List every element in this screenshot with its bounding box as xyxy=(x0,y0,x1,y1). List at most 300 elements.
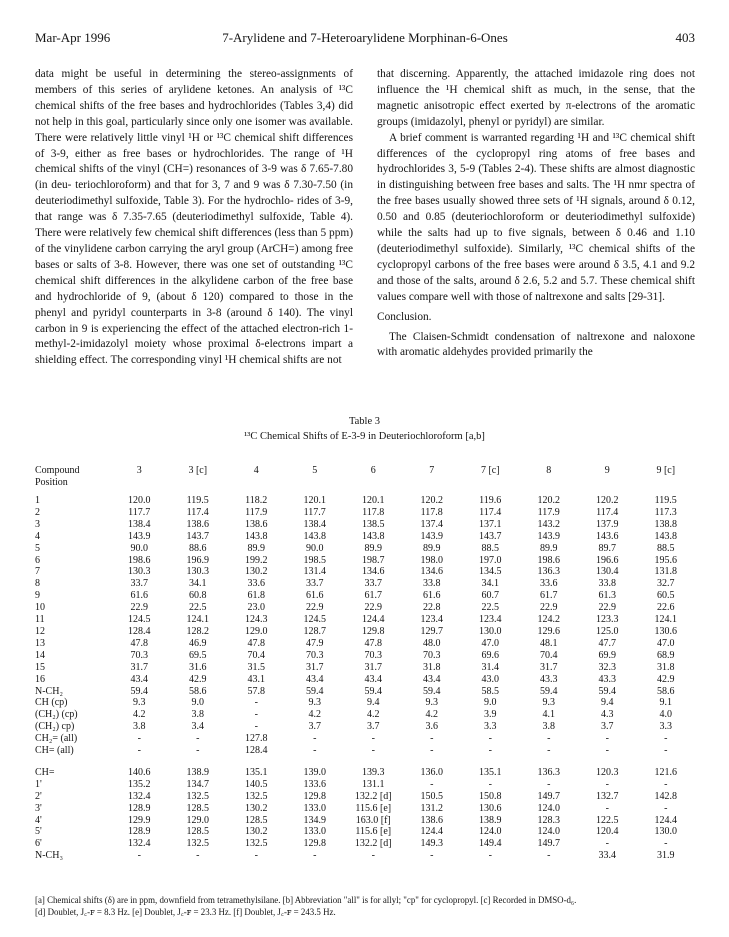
table-cell: - xyxy=(605,802,609,814)
table-cell: 69.9 xyxy=(598,649,616,661)
table-row xyxy=(35,850,695,862)
table-cell: - xyxy=(254,697,258,709)
table-cell: - xyxy=(605,745,609,757)
row-label: N-CH₂ xyxy=(35,685,63,697)
table-cell: 143.8 xyxy=(362,530,385,542)
table-row xyxy=(35,826,695,838)
table-cell: 59.4 xyxy=(423,685,441,697)
table-cell: - xyxy=(547,778,551,790)
table-body xyxy=(35,495,695,862)
table-cell: 48.1 xyxy=(540,637,558,649)
table-cell: 70.3 xyxy=(306,649,324,661)
table-cell: 132.5 xyxy=(186,838,209,850)
table-cell: 47.7 xyxy=(598,637,616,649)
table-cell: 120.2 xyxy=(420,495,443,506)
table-cell: - xyxy=(254,850,258,862)
table-cell: 130.3 xyxy=(186,566,209,578)
table-cell: - xyxy=(488,745,492,757)
table-cell: 143.2 xyxy=(537,518,560,530)
table-cell: - xyxy=(313,850,317,862)
table-cell: 3.3 xyxy=(659,721,672,733)
table-cell: 115.6 [e] xyxy=(355,826,392,838)
table-cell: 43.1 xyxy=(247,673,265,685)
table-cell: 88.5 xyxy=(657,542,675,554)
table-row xyxy=(35,767,695,779)
table-cell: 138.4 xyxy=(128,518,151,530)
table-cell: 130.0 xyxy=(479,625,502,637)
table-cell: - xyxy=(313,745,317,757)
table-cell: 9.4 xyxy=(367,697,380,709)
row-label: 8 xyxy=(35,578,40,590)
table-cell: 4.3 xyxy=(601,709,614,721)
table-row xyxy=(35,686,695,698)
table-row xyxy=(35,614,695,626)
table-cell: 120.2 xyxy=(537,495,560,506)
table-cell: 134.9 xyxy=(303,814,326,826)
left-column xyxy=(35,67,353,369)
table-cell: 22.9 xyxy=(364,602,382,614)
table-cell: - xyxy=(196,850,200,862)
table-cell: 130.6 xyxy=(654,625,677,637)
table-row xyxy=(35,566,695,578)
row-label: 16 xyxy=(35,673,45,685)
table-cell: 138.6 xyxy=(420,814,443,826)
table-cell: 22.9 xyxy=(540,602,558,614)
row-label: CH= xyxy=(35,766,55,778)
table-cell: 124.0 xyxy=(537,826,560,838)
row-label: (CH₂) cp) xyxy=(35,721,75,733)
table-cell: 42.9 xyxy=(189,673,207,685)
table-cell: - xyxy=(664,733,668,745)
table-cell: 131.8 xyxy=(654,566,677,578)
table-row xyxy=(35,531,695,543)
row-label: (CH₂) (cp) xyxy=(35,709,78,721)
table-cell: 34.1 xyxy=(189,578,207,590)
table-cell: - xyxy=(547,850,551,862)
row-label: 3' xyxy=(35,802,42,814)
table-cell: 135.1 xyxy=(245,766,268,778)
row-label: 2 xyxy=(35,506,40,518)
table-cell: 61.7 xyxy=(540,590,558,602)
table-row xyxy=(35,555,695,567)
table-cell: 131.4 xyxy=(303,566,326,578)
table-row xyxy=(35,626,695,638)
table-cell: 117.4 xyxy=(596,506,619,518)
table-cell: 120.1 xyxy=(303,495,326,506)
table-cell: 120.1 xyxy=(362,495,385,506)
issue-date: Mar-Apr 1996 xyxy=(35,30,111,45)
table-cell: 132.4 xyxy=(128,838,151,850)
row-label: 6' xyxy=(35,838,42,850)
table-cell: - xyxy=(371,850,375,862)
table-cell: 128.5 xyxy=(186,826,209,838)
table-cell: 129.9 xyxy=(128,814,151,826)
table-cell: 128.2 xyxy=(186,625,209,637)
table-cell: 43.3 xyxy=(540,673,558,685)
table-row xyxy=(35,578,695,590)
table-cell: - xyxy=(430,733,434,745)
column-header-compound: 3 xyxy=(136,465,142,476)
table-cell: 22.9 xyxy=(306,602,324,614)
table-row xyxy=(35,745,695,757)
table-row xyxy=(35,662,695,674)
table-cell: 59.4 xyxy=(130,685,148,697)
left-paragraph: data might be useful in determining the stereo-assignments of members of this series of arylidene ketones. An analysis of ¹³C chemical shifts of the free bases and hydrochlorides (Tables 3,4) did not help in this goal, particularly since only one isomer was available. There were relatively little vinyl ¹H or ¹³C chemical shift differences of 3-9, either as free bases or hydrochlorides. The range of ¹H chemical shifts of the vinyl (CH=) resonances of 3-9 was δ 7.65-7.80 (in deu- teriochloroform) and that for 3, 7 and 9 was δ 7.30-7.50 (in deuteriodimethyl sulfoxide, Table 3). For the hydrochlo- rides of 3-9, that range was δ 7.35-7.65 (deuteriodimethyl sulfoxide, Table 4). There were relatively few chemical shift differences (less than 5 ppm) of the vinylidene carbon carrying the aryl group (ArCH=) among free bases or salts of 3-8. However, there was one set of outstanding ¹³C chemical shift differences in the alkylidene carbon of the free base and hydrochloride of 9, (about δ 120) compared to those in the phenyl and pyridyl counterparts in 3-8 (around δ 140). The vinyl carbon in 9 is experiencing the effect of the attached electron-rich 1-methyl-2-imidazolyl moiety whose proximal δ-electrons impart a shielding effect. The corresponding vinyl ¹H chemical shifts are not xyxy=(35,68,353,367)
table-cell: 125.0 xyxy=(596,625,619,637)
table-cell: 196.6 xyxy=(596,554,619,566)
table-cell: - xyxy=(137,850,141,862)
table-cell: - xyxy=(430,850,434,862)
table-cell: 70.3 xyxy=(364,649,382,661)
table-cell: 119.5 xyxy=(654,495,677,506)
footnote-line-1: [a] Chemical shifts (δ) are in ppm, downfield from tetramethylsilane. [b] Abbreviation "all" is for allyl; "cp" for cyclopropyl. [c] Recorded in DMSO-d₆. xyxy=(35,895,577,905)
table-row xyxy=(35,650,695,662)
table-cell: 124.1 xyxy=(654,614,677,626)
chemical-shift-table xyxy=(35,465,695,862)
table-cell: 138.4 xyxy=(303,518,326,530)
table-cell: 33.7 xyxy=(364,578,382,590)
row-label: 15 xyxy=(35,661,45,673)
body-text xyxy=(35,67,695,385)
table-cell: 61.3 xyxy=(598,590,616,602)
table-cell: 3.7 xyxy=(367,721,380,733)
table-cell: 128.5 xyxy=(186,802,209,814)
table-cell: 31.9 xyxy=(657,850,675,862)
table-cell: - xyxy=(488,850,492,862)
table-cell: 124.3 xyxy=(245,614,268,626)
table-cell: 9.4 xyxy=(601,697,614,709)
table-cell: 59.4 xyxy=(540,685,558,697)
table-cell: 143.8 xyxy=(303,530,326,542)
table-cell: 32.3 xyxy=(598,661,616,673)
table-cell: 120.3 xyxy=(596,766,619,778)
table-cell: 117.7 xyxy=(303,506,326,518)
table-cell: 135.2 xyxy=(128,778,151,790)
table-cell: 31.7 xyxy=(306,661,324,673)
table-cell: 143.7 xyxy=(479,530,502,542)
column-header-compound: 5 xyxy=(312,465,318,476)
table-cell: - xyxy=(196,733,200,745)
table-cell: 138.6 xyxy=(245,518,268,530)
table-cell: 127.8 xyxy=(245,733,268,745)
table-cell: 130.4 xyxy=(596,566,619,578)
table-cell: 132.5 xyxy=(186,790,209,802)
table-row xyxy=(35,519,695,531)
table-cell: - xyxy=(254,709,258,721)
right-paragraph-2: A brief comment is warranted regarding ¹H and ¹³C chemical shift differences of the cyclopropyl ring atoms of free bases and hydrochlorides 3, 5-9 (Tables 2-4). These shifts are almost diagnostic in distinguishing between free bases and salts. The ¹H nmr spectra of the free bases usually showed three sets of ¹H signals, around δ 0.12, 0.50 and 0.85 (deuteriochloroform or deuteriodimethyl sulfoxide) while the salts had up to five signals, between δ 0.46 and 1.10 (deuteriodimethyl sulfoxide). Similarly, ¹³C chemical shifts of the cyclopropyl carbons of the free bases were around δ 3.5, 4.1 and 9.2 and those of the salts, around δ 2.6, 5.2 and 5.7. These chemical shift values compare well with those of naltrexone and salts [29-31]. xyxy=(377,131,695,303)
row-label: 1 xyxy=(35,495,40,506)
table-cell: 61.8 xyxy=(247,590,265,602)
table-cell: 117.8 xyxy=(420,506,443,518)
table-cell: 3.3 xyxy=(484,721,497,733)
table-cell: 48.0 xyxy=(423,637,441,649)
row-label: 4' xyxy=(35,814,42,826)
table-cell: - xyxy=(137,745,141,757)
row-label: 14 xyxy=(35,649,45,661)
table-row xyxy=(35,638,695,650)
table-cell: 124.1 xyxy=(186,614,209,626)
table-cell: 137.1 xyxy=(479,518,502,530)
table-cell: 128.5 xyxy=(245,814,268,826)
table-cell: 88.6 xyxy=(189,542,207,554)
table-cell: 89.9 xyxy=(540,542,558,554)
table-cell: 120.2 xyxy=(596,495,619,506)
table-caption: ¹³C Chemical Shifts of E-3-9 in Deuteriochloroform [a,b] xyxy=(244,431,485,442)
table-cell: 32.7 xyxy=(657,578,675,590)
table-cell: 128.9 xyxy=(128,826,151,838)
table-cell: 3.7 xyxy=(308,721,321,733)
column-header-position: Compound Position xyxy=(35,465,80,488)
table-row xyxy=(35,674,695,686)
table-cell: 198.0 xyxy=(420,554,443,566)
table-cell: 129.0 xyxy=(245,625,268,637)
table-cell: 123.3 xyxy=(596,614,619,626)
table-row xyxy=(35,779,695,791)
table-cell: 47.8 xyxy=(364,637,382,649)
table-cell: - xyxy=(137,733,141,745)
table-cell: 3.8 xyxy=(133,721,146,733)
table-cell: 4.2 xyxy=(425,709,438,721)
table-cell: 132.4 xyxy=(128,790,151,802)
table-cell: 196.9 xyxy=(186,554,209,566)
column-header-compound: 6 xyxy=(370,465,376,476)
table-cell: 140.5 xyxy=(245,778,268,790)
table-cell: 117.7 xyxy=(128,506,151,518)
table-cell: 60.7 xyxy=(481,590,499,602)
table-cell: 90.0 xyxy=(306,542,324,554)
table-cell: - xyxy=(547,745,551,757)
table-cell: 61.6 xyxy=(130,590,148,602)
table-cell: 33.4 xyxy=(598,850,616,862)
column-header-compound: 4 xyxy=(253,465,259,476)
table-row xyxy=(35,721,695,733)
table-cell: 143.9 xyxy=(420,530,443,542)
table-cell: 60.8 xyxy=(189,590,207,602)
table-header-row xyxy=(35,465,695,495)
table-cell: 128.3 xyxy=(537,814,560,826)
table-cell: 69.5 xyxy=(189,649,207,661)
table-cell: 57.8 xyxy=(247,685,265,697)
table-cell: 140.6 xyxy=(128,766,151,778)
table-cell: 58.6 xyxy=(189,685,207,697)
table-cell: 33.6 xyxy=(540,578,558,590)
table-cell: 149.7 xyxy=(537,790,560,802)
table-cell: 197.0 xyxy=(479,554,502,566)
table-cell: 70.3 xyxy=(423,649,441,661)
table-cell: 4.2 xyxy=(367,709,380,721)
table-cell: 33.8 xyxy=(598,578,616,590)
table-cell: 124.0 xyxy=(537,802,560,814)
table-cell: 130.3 xyxy=(128,566,151,578)
right-column xyxy=(377,67,695,361)
table-cell: 31.7 xyxy=(540,661,558,673)
row-label: 12 xyxy=(35,625,45,637)
table-cell: 3.4 xyxy=(191,721,204,733)
table-cell: 124.0 xyxy=(479,826,502,838)
table-cell: 9.3 xyxy=(133,697,146,709)
table-cell: 60.5 xyxy=(657,590,675,602)
table-cell: 133.0 xyxy=(303,802,326,814)
table-cell: 130.2 xyxy=(245,566,268,578)
table-cell: 61.6 xyxy=(306,590,324,602)
table-row xyxy=(35,733,695,745)
right-paragraph-1: that discerning. Apparently, the attached imidazole ring does not influence the ¹H chemical shift as much, in the sense, that the magnetic anisotropic effect exerted by π-electrons of the aromatic groups (imidazolyl, phenyl or pyridyl) are similar. xyxy=(377,68,695,128)
row-label: 11 xyxy=(35,614,45,626)
table-cell: 129.8 xyxy=(303,838,326,850)
table-cell: 117.4 xyxy=(186,506,209,518)
table-cell: 150.5 xyxy=(420,790,443,802)
table-row xyxy=(35,602,695,614)
row-label: 13 xyxy=(35,637,45,649)
table-cell: 90.0 xyxy=(130,542,148,554)
table-cell: 22.9 xyxy=(598,602,616,614)
table-cell: 132.2 [d] xyxy=(354,790,392,802)
table-cell: 89.7 xyxy=(598,542,616,554)
table-cell: 4.0 xyxy=(659,709,672,721)
table-cell: 9.0 xyxy=(191,697,204,709)
table-cell: 22.5 xyxy=(189,602,207,614)
row-label: 5' xyxy=(35,826,42,838)
table-cell: - xyxy=(605,778,609,790)
table-cell: 43.4 xyxy=(130,673,148,685)
table-row xyxy=(35,709,695,721)
table-cell: 23.0 xyxy=(247,602,265,614)
table-cell: 31.5 xyxy=(247,661,265,673)
row-label: CH (cp) xyxy=(35,697,68,709)
table-cell: 138.9 xyxy=(186,766,209,778)
table-cell: 3.6 xyxy=(425,721,438,733)
table-cell: 33.7 xyxy=(130,578,148,590)
table-cell: 59.4 xyxy=(598,685,616,697)
table-cell: 3.7 xyxy=(601,721,614,733)
table-row xyxy=(35,803,695,815)
table-cell: 149.4 xyxy=(479,838,502,850)
table-cell: 149.3 xyxy=(420,838,443,850)
row-label: 4 xyxy=(35,530,40,542)
table-cell: 137.4 xyxy=(420,518,443,530)
table-cell: 132.7 xyxy=(596,790,619,802)
table-cell: 143.9 xyxy=(128,530,151,542)
table-cell: 58.5 xyxy=(481,685,499,697)
table-cell: 129.0 xyxy=(186,814,209,826)
table-cell: 31.7 xyxy=(130,661,148,673)
table-cell: 128.4 xyxy=(245,745,268,757)
table-row xyxy=(35,507,695,519)
table-cell: - xyxy=(664,745,668,757)
table-cell: 124.5 xyxy=(128,614,151,626)
conclusion-heading: Conclusion. xyxy=(377,310,432,323)
table-cell: 134.5 xyxy=(479,566,502,578)
column-header-compound: 7 xyxy=(429,465,435,476)
table-cell: 124.4 xyxy=(420,826,443,838)
table-cell: 123.4 xyxy=(420,614,443,626)
table-cell: 134.6 xyxy=(420,566,443,578)
table-cell: - xyxy=(254,721,258,733)
table-cell: 142.8 xyxy=(654,790,677,802)
table-title: Table 3 xyxy=(348,416,381,427)
table-cell: 31.6 xyxy=(189,661,207,673)
running-title: 7-Arylidene and 7-Heteroarylidene Morphinan-6-Ones xyxy=(222,30,508,45)
table-cell: - xyxy=(605,733,609,745)
table-cell: 149.7 xyxy=(537,838,560,850)
table-cell: 119.6 xyxy=(479,495,502,506)
table-cell: 31.4 xyxy=(481,661,499,673)
table-cell: 133.0 xyxy=(303,826,326,838)
table-cell: 130.2 xyxy=(245,802,268,814)
table-cell: 70.4 xyxy=(540,649,558,661)
table-cell: 121.6 xyxy=(654,766,677,778)
right-paragraph-3: The Claisen-Schmidt condensation of naltrexone and naloxone with aromatic aldehydes provided primarily the xyxy=(377,330,695,359)
table-cell: 4.2 xyxy=(308,709,321,721)
table-cell: 136.3 xyxy=(537,566,560,578)
table-cell: 9.3 xyxy=(308,697,321,709)
table-cell: 138.5 xyxy=(362,518,385,530)
table-cell: 133.6 xyxy=(303,778,326,790)
table-cell: - xyxy=(664,802,668,814)
row-label: 3 xyxy=(35,518,40,530)
table-cell: 117.4 xyxy=(479,506,502,518)
table-cell: 42.9 xyxy=(657,673,675,685)
table-cell: 143.7 xyxy=(186,530,209,542)
table-cell: 195.6 xyxy=(654,554,677,566)
table-cell: 47.0 xyxy=(481,637,499,649)
table-cell: 43.4 xyxy=(306,673,324,685)
table-cell: - xyxy=(664,838,668,850)
table-row xyxy=(35,697,695,709)
table-cell: 3.9 xyxy=(484,709,497,721)
table-cell: 122.5 xyxy=(596,814,619,826)
table-cell: 22.6 xyxy=(657,602,675,614)
table-row xyxy=(35,815,695,827)
table-cell: 143.8 xyxy=(654,530,677,542)
table-cell: 4.1 xyxy=(542,709,555,721)
table-cell: 22.5 xyxy=(481,602,499,614)
table-cell: 47.8 xyxy=(247,637,265,649)
table-footnotes xyxy=(35,895,695,918)
row-label: CH₂= (all) xyxy=(35,733,78,745)
table-cell: 58.6 xyxy=(657,685,675,697)
table-cell: 3.8 xyxy=(542,721,555,733)
table-cell: 138.6 xyxy=(186,518,209,530)
table-cell: 136.3 xyxy=(537,766,560,778)
table-cell: 43.4 xyxy=(364,673,382,685)
table-cell: 117.9 xyxy=(245,506,268,518)
column-header-compound: 3 [c] xyxy=(188,465,208,476)
table-cell: 150.8 xyxy=(479,790,502,802)
table-row xyxy=(35,791,695,803)
table-cell: 131.2 xyxy=(420,802,443,814)
table-cell: 70.4 xyxy=(247,649,265,661)
table-cell: 130.0 xyxy=(654,826,677,838)
table-cell: 61.6 xyxy=(423,590,441,602)
table-cell: 33.6 xyxy=(247,578,265,590)
table-cell: 31.8 xyxy=(657,661,675,673)
table-cell: 130.6 xyxy=(479,802,502,814)
table-cell: 138.9 xyxy=(479,814,502,826)
table-cell: 69.6 xyxy=(481,649,499,661)
column-header-compound: 9 xyxy=(604,465,610,476)
column-header-compound: 7 [c] xyxy=(480,465,500,476)
table-cell: - xyxy=(430,778,434,790)
table-cell: 4.2 xyxy=(133,709,146,721)
table-cell: 89.9 xyxy=(364,542,382,554)
row-label: 2' xyxy=(35,790,42,802)
table-cell: 59.4 xyxy=(306,685,324,697)
table-row xyxy=(35,590,695,602)
table-cell: 68.9 xyxy=(657,649,675,661)
table-cell: 124.4 xyxy=(654,814,677,826)
table-cell: 3.8 xyxy=(191,709,204,721)
